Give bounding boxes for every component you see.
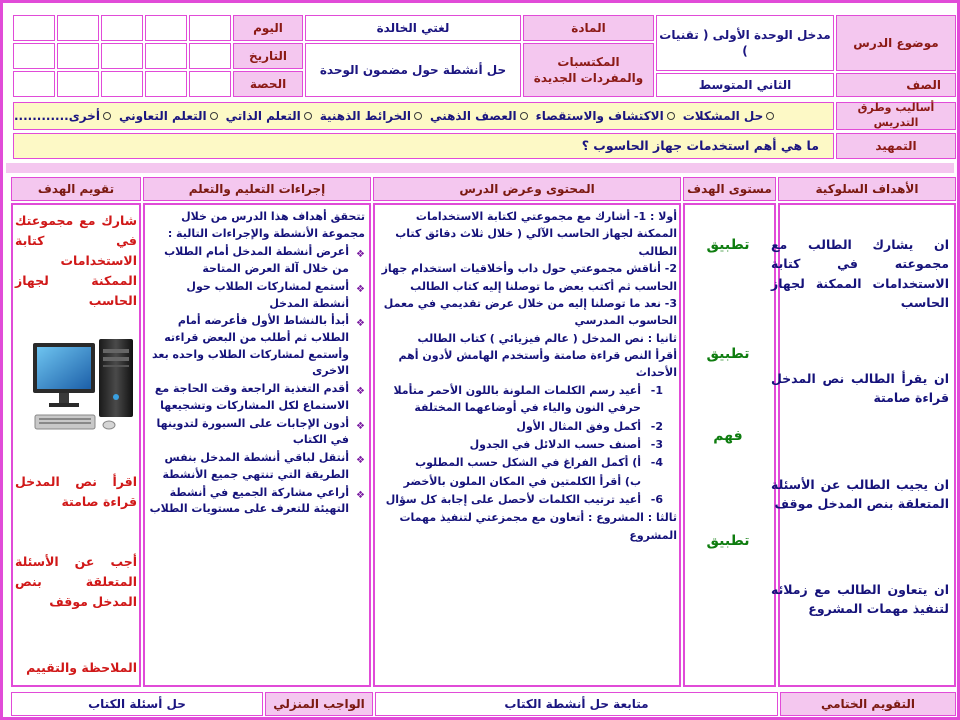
lesson-content: [379, 208, 677, 544]
date-cell: [101, 43, 143, 69]
content-item: ب) أقرأ الكلمتين في المكان الملون بالأخضر: [403, 474, 641, 488]
period-cell: [101, 71, 143, 97]
content-line: ثانيا : نص المدخل ( عالم فيزيائي ) كتاب الطالب: [417, 331, 677, 345]
procedure-item: ❖ أبدأ بالنشاط الأول فأعرضه أمام الطلاب ثم أطلب من البعض قراءته وأستمع لمشاركات الطلاب واحده بعد الاخرى: [149, 313, 365, 380]
radio-circle-icon: [304, 112, 312, 120]
radio-circle-icon: [103, 112, 111, 120]
grade-label: الصف: [836, 73, 956, 97]
methods-row: [13, 102, 834, 130]
method-item[interactable]: حل المشكلات: [683, 108, 775, 124]
procedure-item: ❖ أستمع لمشاركات الطلاب حول أنشطة المدخل: [149, 279, 365, 312]
content-line: أقرأ النص قراءة صامتة وأستخدم الهامش لأدون أهم الأحداث: [398, 349, 677, 380]
period-cell: [189, 71, 231, 97]
col-header-content: المحتوى وعرض الدرس: [373, 177, 681, 201]
content-item: 4- أ) أكمل الفراغ في الشكل حسب المطلوب: [415, 456, 663, 470]
method-item[interactable]: التعلم الذاتي: [226, 108, 312, 124]
goal-item: ان يجيب الطالب عن الأسئلة المتعلقة بنص المدخل موقف: [771, 477, 949, 512]
content-line: 2- أناقش مجموعتي حول داب وأخلاقيات استخدام جهاز الحاسب ثم أكتب بعض ما توصلنا إليه كتاب الطالب: [381, 262, 677, 293]
radio-circle-icon: [414, 112, 422, 120]
date-cell: [57, 43, 99, 69]
date-cell: [189, 43, 231, 69]
final-eval-label: التقويم الختامي: [780, 692, 956, 716]
goal-level: فهم: [713, 428, 743, 444]
content-line: أولا : 1- أشارك مع مجموعتي لكتابة الاستخدامات الممكنة لجهاز الحاسب الآلي ( خلال ثلاث دقائق كتاب الطالب: [395, 210, 677, 258]
lesson-topic-value: مدخل الوحدة الأولى ( تقنيات ): [656, 15, 834, 71]
day-cell: [13, 15, 55, 41]
diamond-bullet-icon: ❖: [356, 318, 365, 330]
date-cell: [145, 43, 187, 69]
content-item: 1- أعيد رسم الكلمات الملونة باللون الأحمر متأملا حرفي النون والياء في أوضاعهما المختلفة: [393, 383, 663, 415]
radio-circle-icon: [667, 112, 675, 120]
grade-value: الثاني المتوسط: [656, 73, 834, 97]
divider-band: [6, 163, 954, 173]
period-cell: [13, 71, 55, 97]
vocab-label: المكتسبات والمفردات الجديدة: [523, 43, 654, 97]
followup-value: متابعة حل أنشطة الكتاب: [375, 692, 778, 716]
vocab-value: حل أنشطة حول مضمون الوحدة: [305, 43, 521, 97]
subject-label: المادة: [523, 15, 654, 41]
subject-value: لغتي الخالدة: [305, 15, 521, 41]
method-item[interactable]: التعلم التعاوني: [119, 108, 218, 124]
procedures-intro: تتحقق أهداف هذا الدرس من خلال مجموعة الأنشطة والإجراءات التالية :: [167, 210, 365, 240]
procedure-item: ❖ أنتقل لباقي أنشطة المدخل بنفس الطريقة التي تنتهي جميع الأنشطة: [149, 450, 365, 483]
diamond-bullet-icon: ❖: [356, 249, 365, 261]
procedure-item: ❖ أراعي مشاركة الجميع في أنشطة التهيئة للتعرف على مستويات الطلاب: [149, 485, 365, 518]
day-cell: [57, 15, 99, 41]
day-cell: [101, 15, 143, 41]
goal-item: ان يشارك الطالب مع مجموعته في كتابة الاستخدامات الممكنة لجهاز الحاسب: [771, 237, 949, 311]
diamond-bullet-icon: ❖: [356, 420, 365, 432]
date-label: التاريخ: [233, 43, 303, 69]
goal-level: تطبيق: [706, 533, 750, 549]
period-cell: [145, 71, 187, 97]
col-header-procedures: إجراءات التعليم والتعلم: [143, 177, 371, 201]
goal-item: ان يقرأ الطالب نص المدخل قراءة صامتة: [771, 371, 949, 406]
homework-label: الواجب المنزلي: [265, 692, 373, 716]
level-column: [683, 203, 776, 687]
col-header-goals: الأهداف السلوكية: [778, 177, 956, 201]
col-header-level: مستوى الهدف: [683, 177, 776, 201]
goal-level: تطبيق: [706, 237, 750, 253]
evaluation-q1: شارك مع مجموعتك في كتابة الاستخدامات الممكنة لجهاز الحاسب: [15, 213, 137, 308]
goal-level: تطبيق: [706, 346, 750, 362]
day-cell: [145, 15, 187, 41]
day-cell: [189, 15, 231, 41]
goal-item: ان يتعاون الطالب مع زملائه لتنفيذ مهمات المشروع: [771, 582, 949, 617]
col-header-evaluation: تقويم الهدف: [11, 177, 141, 201]
content-project: ثالثا : المشروع : أتعاون مع مجمزعتي لتنفيذ مهمات المشروع: [399, 511, 677, 542]
diamond-bullet-icon: ❖: [356, 386, 365, 398]
method-item[interactable]: الاكتشاف والاستقصاء: [536, 108, 675, 124]
content-item: 2- أكمل وفق المثال الأول: [516, 419, 663, 433]
diamond-bullet-icon: ❖: [356, 455, 365, 467]
evaluation-q3: أجب عن الأسئلة المتعلقة بنص المدخل موقف: [15, 554, 137, 609]
procedure-item: ❖ أعرض أنشطة المدخل أمام الطلاب من خلال آلة العرض المتاحة: [149, 244, 365, 277]
period-label: الحصة: [233, 71, 303, 97]
radio-circle-icon: [210, 112, 218, 120]
evaluation-q2: اقرأ نص المدخل قراءة صامتة: [15, 474, 137, 509]
homework-value: حل أسئلة الكتاب: [11, 692, 263, 716]
methods-label: أساليب وطرق التدريس: [836, 102, 956, 130]
day-label: اليوم: [233, 15, 303, 41]
computer-image: [29, 337, 137, 441]
diamond-bullet-icon: ❖: [356, 489, 365, 501]
content-item: 6- أعيد ترتيب الكلمات لأحصل على إجابة كل سؤال: [385, 493, 663, 506]
content-line: 3- نعد ما توصلنا إليه من خلال عرض تقديمي في معمل الحاسوب المدرسي: [383, 296, 677, 328]
procedure-item: ❖ أقدم التغذية الراجعة وقت الحاجة مع الاستماع لكل المشاركات وتشجيعها: [149, 381, 365, 414]
period-cell: [57, 71, 99, 97]
intro-label: التمهيد: [836, 133, 956, 159]
procedure-item: ❖ أدون الإجابات على السبورة لتدوينها في الكتاب: [149, 416, 365, 449]
date-cell: [13, 43, 55, 69]
content-item: 3- أصنف حسب الدلائل في الجدول: [469, 437, 663, 451]
method-item[interactable]: أخرى............: [14, 108, 111, 124]
diamond-bullet-icon: ❖: [356, 283, 365, 295]
evaluation-q4: الملاحظة والتقييم: [26, 660, 137, 675]
method-item[interactable]: العصف الذهني: [430, 108, 528, 124]
radio-circle-icon: [766, 112, 774, 120]
radio-circle-icon: [520, 112, 528, 120]
intro-value: ما هي أهم استخدمات جهاز الحاسوب ؟: [13, 133, 834, 159]
lesson-topic-label: موضوع الدرس: [836, 15, 956, 71]
method-item[interactable]: الخرائط الذهنية: [320, 108, 422, 124]
procedures-list: [149, 209, 365, 519]
